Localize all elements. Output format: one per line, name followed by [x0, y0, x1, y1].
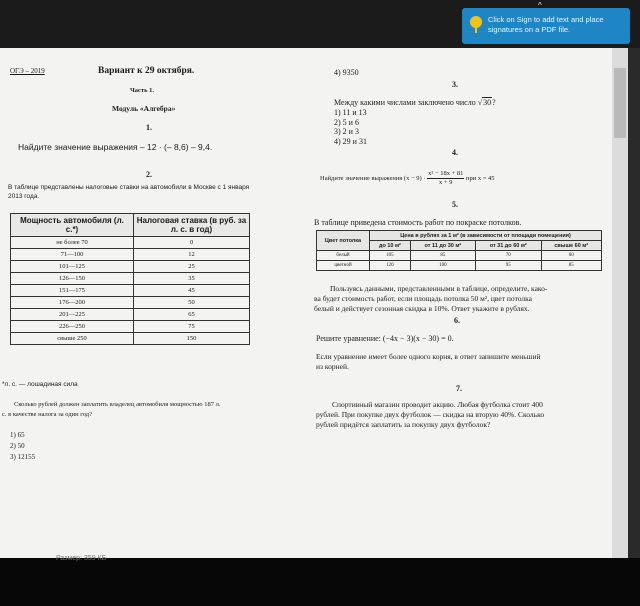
q4-denominator: x + 9: [439, 179, 453, 186]
q6-note-line2: из корней.: [316, 362, 349, 371]
q3-options: [334, 108, 367, 146]
q3-text: Между какими числами заключено число √30?: [334, 98, 496, 107]
q2-question-line1: Сколько рублей должен заплатить владелец автомобиля мощностью 187 л.: [14, 401, 221, 408]
pin-icon: [470, 16, 482, 28]
tax-rate-cell: 65: [134, 309, 250, 321]
tax-row: [11, 261, 250, 273]
q2-options: [10, 430, 35, 463]
q6-text: Решите уравнение: (−4x − 3)(x − 30) = 0.: [316, 334, 454, 343]
paint-col-area: до 10 м²: [370, 241, 411, 251]
q2-option: 3) 12155: [10, 453, 36, 461]
paint-group-header: Цена в рублях за 1 м² (в зависимости от площади помещения): [370, 231, 602, 241]
tax-rate-cell: 12: [134, 249, 250, 261]
tax-row: [11, 285, 250, 297]
vertical-scrollbar[interactable]: [612, 48, 628, 558]
q4-numerator: x² − 18x + 81: [428, 170, 464, 177]
q3-radicand: 30: [483, 98, 492, 107]
sign-hint-popup[interactable]: [462, 1, 630, 44]
q7-text-line2: рублей. При покупке двух футболок — скидка на вторую 40%. Сколько: [316, 410, 545, 419]
window-edge: [628, 48, 640, 558]
q3-option: 2) 5 и 6: [334, 117, 359, 127]
tax-power-cell: 151—175: [11, 285, 134, 297]
paint-price-cell: 100: [410, 261, 475, 271]
q3-option: 3) 2 и 3: [334, 127, 359, 136]
paint-col-area: от 31 до 60 м²: [475, 241, 541, 251]
part-label: Часть 1.: [130, 87, 155, 94]
q2-footnote: *л. с. — лошадиная сила: [2, 381, 78, 388]
q2-option-4: 4) 9350: [334, 68, 359, 77]
q2-intro-line1: В таблице представлены налоговые ставки на автомобили в Москве с 1 января: [8, 184, 250, 191]
tax-row: [11, 273, 250, 285]
tax-col-rate: Налоговая ставка (в руб. за л. с. в год): [134, 214, 250, 237]
sign-hint-text: Click on Sign to add text and place signatures on a PDF file.: [488, 15, 604, 34]
q3-question: Между какими числами заключено число: [334, 98, 478, 107]
q1-text: Найдите значение выражения – 12 · (– 8,6) – 9,4.: [18, 142, 213, 152]
tax-rate-cell: 45: [134, 285, 250, 297]
q3-option: 1) 11 и 13: [334, 108, 367, 117]
q1-number: 1.: [146, 123, 152, 132]
q2-intro-line2: 2013 года.: [8, 193, 40, 200]
tax-power-cell: 226—250: [11, 321, 134, 333]
collapse-icon[interactable]: ^: [538, 1, 542, 10]
q2-number: 2.: [146, 170, 152, 179]
tax-row: [11, 249, 250, 261]
tax-col-power: Мощность автомобиля (л. с.*): [11, 214, 134, 237]
paint-price-cell: 70: [475, 251, 541, 261]
tax-row: [11, 321, 250, 333]
paint-price-cell: 105: [370, 251, 411, 261]
paint-row: [317, 251, 602, 261]
tax-rate-cell: 150: [134, 333, 250, 345]
q7-number: 7.: [456, 384, 462, 393]
file-size-status: Размер: 359 КБ: [56, 555, 107, 562]
scrollbar-thumb[interactable]: [614, 68, 626, 138]
pdf-page: [0, 48, 612, 558]
q4-fraction: [427, 170, 464, 187]
tax-row: [11, 309, 250, 321]
q6-note-line1: Если уравнение имеет более одного корня, в ответ запишите меньший: [316, 352, 541, 361]
paint-col-color: Цвет потолка: [317, 231, 370, 251]
tax-power-cell: 101—125: [11, 261, 134, 273]
module-label: Модуль «Алгебра»: [112, 104, 176, 113]
paint-col-area: от 11 до 30 м²: [410, 241, 475, 251]
paint-row: [317, 261, 602, 271]
q7-text-line1: Спортивный магазин проводит акцию. Любая футболка стоит 400: [332, 400, 543, 409]
tax-power-cell: 126—150: [11, 273, 134, 285]
tax-row: [11, 297, 250, 309]
paint-price-cell: 120: [370, 261, 411, 271]
tax-power-cell: свыше 250: [11, 333, 134, 345]
tax-row: [11, 333, 250, 345]
tax-rate-cell: 35: [134, 273, 250, 285]
paint-col-area: свыше 60 м²: [541, 241, 601, 251]
q5-text: [314, 284, 610, 314]
q3-option: 4) 29 и 31: [334, 136, 367, 146]
q7-text-line3: рублей придётся заплатить за покупку двух футболок?: [316, 420, 491, 429]
tax-power-cell: не более 70: [11, 237, 134, 249]
screen-bezel: [0, 558, 640, 606]
paint-price-cell: 95: [475, 261, 541, 271]
q5-text-line1: Пользуясь данными, представленными в таблице, определите, како-: [330, 284, 548, 293]
q2-option: 1) 65: [10, 431, 25, 439]
tax-rate-table: [10, 213, 250, 345]
paint-price-cell: 85: [541, 261, 601, 271]
tax-rate-cell: 50: [134, 297, 250, 309]
paint-price-table: [316, 230, 602, 271]
tax-power-cell: 71—100: [11, 249, 134, 261]
page-title: Вариант к 29 октября.: [98, 66, 195, 76]
q4-text-end: при x = 45: [466, 174, 495, 182]
q4-number: 4.: [452, 148, 458, 157]
tax-rate-cell: 75: [134, 321, 250, 333]
tax-rate-cell: 25: [134, 261, 250, 273]
q5-intro: В таблице приведена стоимость работ по покраске потолков.: [314, 218, 522, 227]
q4-expression: [320, 170, 495, 187]
q2-option: 2) 50: [10, 442, 25, 450]
q7-text: [316, 400, 606, 430]
paint-color-cell: белый: [317, 251, 370, 261]
exam-header: ОГЭ – 2019: [10, 67, 45, 75]
q5-text-line2: ва будет стоимость работ, если площадь потолка 50 м², цвет потолка: [314, 294, 532, 303]
tax-power-cell: 176—200: [11, 297, 134, 309]
q6-number: 6.: [454, 316, 460, 325]
q5-text-line3: белый и действует сезонная скидка в 10%. Ответ укажите в рублях.: [314, 304, 530, 313]
q3-number: 3.: [452, 80, 458, 89]
tax-row: [11, 237, 250, 249]
paint-price-cell: 60: [541, 251, 601, 261]
paint-color-cell: цветной: [317, 261, 370, 271]
q5-number: 5.: [452, 200, 458, 209]
tax-power-cell: 201—225: [11, 309, 134, 321]
paint-price-cell: 85: [410, 251, 475, 261]
q4-text-start: Найдите значение выражения (x − 9) ·: [320, 174, 426, 182]
tax-rate-cell: 0: [134, 237, 250, 249]
q2-question-line2: с. в качестве налога за один год?: [2, 411, 92, 418]
